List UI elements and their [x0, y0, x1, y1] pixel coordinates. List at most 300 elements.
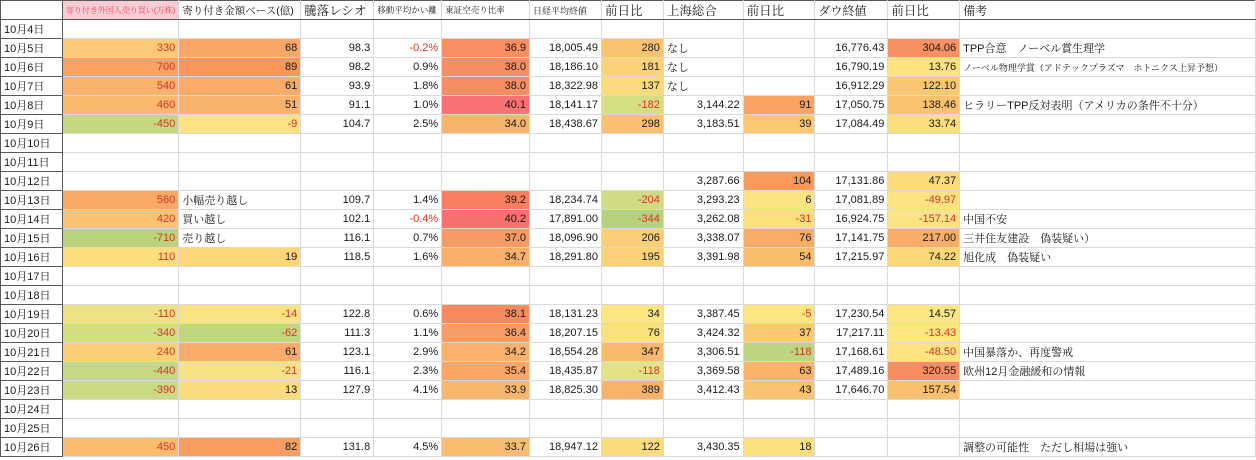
cell-e[interactable] — [374, 134, 442, 153]
date-cell[interactable]: 10月22日 — [1, 362, 63, 381]
cell-j[interactable] — [743, 400, 815, 419]
cell-c[interactable]: -14 — [179, 305, 301, 324]
cell-c[interactable]: 小幅売り越し — [179, 191, 301, 210]
cell-d[interactable] — [301, 419, 374, 438]
cell-m[interactable]: 旭化成 偽装疑い — [960, 248, 1256, 267]
cell-i[interactable] — [663, 286, 743, 305]
cell-l[interactable] — [888, 20, 960, 39]
cell-h[interactable]: 122 — [601, 438, 663, 457]
cell-c[interactable]: -21 — [179, 362, 301, 381]
cell-m[interactable]: 調整の可能性 ただし相場は強い — [960, 438, 1256, 457]
date-cell[interactable]: 10月26日 — [1, 438, 63, 457]
cell-c[interactable] — [179, 172, 301, 191]
cell-c[interactable]: 13 — [179, 381, 301, 400]
cell-h[interactable] — [601, 286, 663, 305]
cell-g[interactable]: 18,947.12 — [530, 438, 602, 457]
cell-l[interactable]: 138.46 — [888, 96, 960, 115]
cell-l[interactable]: 47.37 — [888, 172, 960, 191]
cell-b[interactable] — [62, 172, 178, 191]
cell-b[interactable] — [62, 134, 178, 153]
cell-d[interactable]: 122.8 — [301, 305, 374, 324]
header-nikkei-change[interactable]: 前日比 — [601, 1, 663, 20]
cell-i[interactable] — [663, 134, 743, 153]
cell-j[interactable]: 76 — [743, 229, 815, 248]
cell-k[interactable]: 16,776.43 — [815, 39, 888, 58]
header-shanghai-change[interactable]: 前日比 — [743, 1, 815, 20]
cell-k[interactable] — [815, 267, 888, 286]
header-remarks[interactable]: 備考 — [960, 1, 1256, 20]
cell-i[interactable] — [663, 419, 743, 438]
cell-d[interactable]: 116.1 — [301, 362, 374, 381]
cell-j[interactable]: -5 — [743, 305, 815, 324]
cell-h[interactable] — [601, 267, 663, 286]
cell-k[interactable]: 16,912.29 — [815, 77, 888, 96]
cell-l[interactable]: 320.55 — [888, 362, 960, 381]
cell-f[interactable]: 38.1 — [442, 305, 530, 324]
cell-j[interactable]: 6 — [743, 191, 815, 210]
cell-m[interactable] — [960, 305, 1256, 324]
cell-j[interactable]: 54 — [743, 248, 815, 267]
cell-m[interactable]: 三井住友建設 偽装疑い） — [960, 229, 1256, 248]
cell-j[interactable] — [743, 153, 815, 172]
date-cell[interactable]: 10月13日 — [1, 191, 63, 210]
cell-b[interactable]: 420 — [62, 210, 178, 229]
cell-i[interactable]: 3,387.45 — [663, 305, 743, 324]
cell-i[interactable]: 3,262.08 — [663, 210, 743, 229]
cell-b[interactable] — [62, 153, 178, 172]
cell-m[interactable] — [960, 115, 1256, 134]
cell-g[interactable]: 18,186.10 — [530, 58, 602, 77]
cell-h[interactable]: 206 — [601, 229, 663, 248]
cell-c[interactable] — [179, 153, 301, 172]
cell-l[interactable]: -157.14 — [888, 210, 960, 229]
cell-i[interactable]: 3,391.98 — [663, 248, 743, 267]
header-shanghai-composite[interactable]: 上海総合 — [663, 1, 743, 20]
cell-g[interactable]: 17,891.00 — [530, 210, 602, 229]
cell-b[interactable]: 450 — [62, 438, 178, 457]
date-cell[interactable]: 10月8日 — [1, 96, 63, 115]
cell-b[interactable]: -390 — [62, 381, 178, 400]
cell-k[interactable] — [815, 438, 888, 457]
cell-k[interactable]: 17,646.70 — [815, 381, 888, 400]
cell-i[interactable]: 3,293.23 — [663, 191, 743, 210]
cell-b[interactable]: 540 — [62, 77, 178, 96]
cell-e[interactable]: 2.9% — [374, 343, 442, 362]
cell-m[interactable]: 中国不安 — [960, 210, 1256, 229]
cell-l[interactable]: 217.00 — [888, 229, 960, 248]
cell-c[interactable]: 82 — [179, 438, 301, 457]
cell-m[interactable] — [960, 286, 1256, 305]
cell-l[interactable]: 74.22 — [888, 248, 960, 267]
cell-j[interactable] — [743, 267, 815, 286]
header-ma-divergence[interactable]: 移動平均かい離 — [374, 1, 442, 20]
cell-l[interactable] — [888, 134, 960, 153]
cell-k[interactable] — [815, 134, 888, 153]
cell-k[interactable]: 17,230.54 — [815, 305, 888, 324]
cell-e[interactable]: 0.7% — [374, 229, 442, 248]
cell-g[interactable]: 18,438.67 — [530, 115, 602, 134]
date-cell[interactable]: 10月20日 — [1, 324, 63, 343]
header-foreign-open-volume[interactable]: 寄り付き外国人売り買い(万株) — [62, 1, 178, 20]
cell-m[interactable] — [960, 381, 1256, 400]
cell-f[interactable] — [442, 286, 530, 305]
date-cell[interactable]: 10月6日 — [1, 58, 63, 77]
cell-l[interactable]: 13.76 — [888, 58, 960, 77]
cell-b[interactable]: -110 — [62, 305, 178, 324]
cell-g[interactable]: 18,291.80 — [530, 248, 602, 267]
cell-i[interactable] — [663, 267, 743, 286]
cell-h[interactable] — [601, 419, 663, 438]
date-cell[interactable]: 10月15日 — [1, 229, 63, 248]
date-cell[interactable]: 10月10日 — [1, 134, 63, 153]
cell-f[interactable]: 36.9 — [442, 39, 530, 58]
cell-b[interactable]: 110 — [62, 248, 178, 267]
cell-i[interactable]: 3,306.51 — [663, 343, 743, 362]
cell-c[interactable]: 19 — [179, 248, 301, 267]
cell-b[interactable]: -440 — [62, 362, 178, 381]
cell-c[interactable]: -62 — [179, 324, 301, 343]
cell-l[interactable] — [888, 419, 960, 438]
cell-d[interactable]: 111.3 — [301, 324, 374, 343]
date-cell[interactable]: 10月23日 — [1, 381, 63, 400]
cell-f[interactable] — [442, 419, 530, 438]
cell-l[interactable] — [888, 153, 960, 172]
cell-i[interactable]: 3,424.32 — [663, 324, 743, 343]
cell-m[interactable] — [960, 153, 1256, 172]
cell-m[interactable] — [960, 20, 1256, 39]
header-open-amount-base[interactable]: 寄り付き金額ベース(億) — [179, 1, 301, 20]
header-updown-ratio[interactable]: 騰落レシオ — [301, 1, 374, 20]
cell-m[interactable]: ヒラリーTPP反対表明（アメリカの条件不十分） — [960, 96, 1256, 115]
cell-d[interactable]: 104.7 — [301, 115, 374, 134]
cell-d[interactable]: 118.5 — [301, 248, 374, 267]
cell-d[interactable]: 98.3 — [301, 39, 374, 58]
cell-d[interactable] — [301, 20, 374, 39]
cell-d[interactable]: 131.8 — [301, 438, 374, 457]
cell-e[interactable]: 1.0% — [374, 96, 442, 115]
date-cell[interactable]: 10月25日 — [1, 419, 63, 438]
cell-f[interactable] — [442, 134, 530, 153]
cell-f[interactable]: 40.1 — [442, 96, 530, 115]
cell-e[interactable] — [374, 286, 442, 305]
cell-g[interactable] — [530, 286, 602, 305]
cell-i[interactable]: 3,430.35 — [663, 438, 743, 457]
cell-i[interactable]: 3,338.07 — [663, 229, 743, 248]
date-cell[interactable]: 10月4日 — [1, 20, 63, 39]
cell-j[interactable] — [743, 134, 815, 153]
cell-f[interactable]: 39.2 — [442, 191, 530, 210]
cell-k[interactable] — [815, 20, 888, 39]
cell-h[interactable] — [601, 20, 663, 39]
cell-d[interactable]: 123.1 — [301, 343, 374, 362]
cell-m[interactable]: 欧州12月金融緩和の情報 — [960, 362, 1256, 381]
cell-f[interactable]: 36.4 — [442, 324, 530, 343]
cell-g[interactable] — [530, 419, 602, 438]
cell-l[interactable]: 14.57 — [888, 305, 960, 324]
cell-h[interactable] — [601, 400, 663, 419]
cell-d[interactable]: 91.1 — [301, 96, 374, 115]
cell-d[interactable]: 116.1 — [301, 229, 374, 248]
header-short-selling-ratio[interactable]: 東証空売り比率 — [442, 1, 530, 20]
cell-f[interactable]: 34.2 — [442, 343, 530, 362]
date-cell[interactable]: 10月24日 — [1, 400, 63, 419]
cell-k[interactable]: 17,050.75 — [815, 96, 888, 115]
cell-g[interactable] — [530, 400, 602, 419]
cell-e[interactable]: 1.6% — [374, 248, 442, 267]
cell-b[interactable] — [62, 419, 178, 438]
cell-c[interactable] — [179, 286, 301, 305]
date-cell[interactable]: 10月19日 — [1, 305, 63, 324]
date-cell[interactable]: 10月16日 — [1, 248, 63, 267]
cell-l[interactable] — [888, 400, 960, 419]
cell-e[interactable]: 0.6% — [374, 305, 442, 324]
cell-f[interactable]: 33.7 — [442, 438, 530, 457]
cell-c[interactable]: 買い越し — [179, 210, 301, 229]
cell-j[interactable]: -118 — [743, 343, 815, 362]
cell-d[interactable]: 93.9 — [301, 77, 374, 96]
cell-d[interactable] — [301, 153, 374, 172]
cell-j[interactable] — [743, 20, 815, 39]
date-cell[interactable]: 10月12日 — [1, 172, 63, 191]
cell-c[interactable]: 売り越し — [179, 229, 301, 248]
cell-k[interactable]: 17,141.75 — [815, 229, 888, 248]
cell-c[interactable]: 68 — [179, 39, 301, 58]
cell-i[interactable]: 3,183.51 — [663, 115, 743, 134]
corner-header-cell[interactable] — [1, 1, 63, 20]
cell-h[interactable]: 195 — [601, 248, 663, 267]
cell-g[interactable]: 18,554.28 — [530, 343, 602, 362]
date-cell[interactable]: 10月17日 — [1, 267, 63, 286]
header-nikkei-close[interactable]: 日経平均終値 — [530, 1, 602, 20]
cell-b[interactable]: 460 — [62, 96, 178, 115]
cell-e[interactable] — [374, 153, 442, 172]
cell-e[interactable]: 1.1% — [374, 324, 442, 343]
date-cell[interactable]: 10月7日 — [1, 77, 63, 96]
cell-l[interactable]: 157.54 — [888, 381, 960, 400]
cell-e[interactable] — [374, 172, 442, 191]
cell-c[interactable]: 61 — [179, 343, 301, 362]
cell-l[interactable]: 304.06 — [888, 39, 960, 58]
cell-i[interactable]: なし — [663, 77, 743, 96]
cell-f[interactable] — [442, 267, 530, 286]
cell-b[interactable]: 700 — [62, 58, 178, 77]
cell-g[interactable] — [530, 134, 602, 153]
cell-e[interactable] — [374, 267, 442, 286]
cell-k[interactable] — [815, 419, 888, 438]
cell-j[interactable]: 39 — [743, 115, 815, 134]
date-cell[interactable]: 10月18日 — [1, 286, 63, 305]
cell-e[interactable] — [374, 419, 442, 438]
date-cell[interactable]: 10月5日 — [1, 39, 63, 58]
cell-e[interactable]: 4.5% — [374, 438, 442, 457]
cell-g[interactable] — [530, 153, 602, 172]
cell-k[interactable]: 17,217.11 — [815, 324, 888, 343]
cell-h[interactable] — [601, 134, 663, 153]
cell-h[interactable]: 298 — [601, 115, 663, 134]
cell-f[interactable] — [442, 172, 530, 191]
cell-i[interactable]: なし — [663, 58, 743, 77]
cell-g[interactable]: 18,825.30 — [530, 381, 602, 400]
cell-j[interactable]: 37 — [743, 324, 815, 343]
cell-m[interactable]: ノーベル物理学賞（アドテックプラズマ ホトニクス上昇予想） — [960, 58, 1256, 77]
cell-k[interactable] — [815, 400, 888, 419]
cell-g[interactable]: 18,435.87 — [530, 362, 602, 381]
cell-k[interactable]: 17,489.16 — [815, 362, 888, 381]
cell-g[interactable] — [530, 20, 602, 39]
cell-i[interactable]: 3,369.58 — [663, 362, 743, 381]
cell-b[interactable]: -340 — [62, 324, 178, 343]
cell-e[interactable]: 0.9% — [374, 58, 442, 77]
cell-j[interactable]: 63 — [743, 362, 815, 381]
cell-l[interactable]: -49.97 — [888, 191, 960, 210]
cell-f[interactable]: 37.0 — [442, 229, 530, 248]
cell-g[interactable]: 18,005.49 — [530, 39, 602, 58]
cell-k[interactable] — [815, 286, 888, 305]
cell-d[interactable] — [301, 400, 374, 419]
cell-f[interactable] — [442, 20, 530, 39]
cell-h[interactable]: 347 — [601, 343, 663, 362]
cell-g[interactable] — [530, 267, 602, 286]
cell-f[interactable]: 33.9 — [442, 381, 530, 400]
cell-f[interactable] — [442, 400, 530, 419]
cell-m[interactable] — [960, 172, 1256, 191]
cell-j[interactable] — [743, 39, 815, 58]
cell-h[interactable]: 76 — [601, 324, 663, 343]
cell-h[interactable]: 34 — [601, 305, 663, 324]
cell-j[interactable]: 91 — [743, 96, 815, 115]
cell-f[interactable]: 35.4 — [442, 362, 530, 381]
cell-i[interactable]: なし — [663, 39, 743, 58]
cell-k[interactable]: 17,168.61 — [815, 343, 888, 362]
cell-d[interactable]: 102.1 — [301, 210, 374, 229]
date-cell[interactable]: 10月14日 — [1, 210, 63, 229]
cell-k[interactable]: 16,924.75 — [815, 210, 888, 229]
cell-j[interactable]: 104 — [743, 172, 815, 191]
cell-b[interactable]: 330 — [62, 39, 178, 58]
cell-g[interactable]: 18,096.90 — [530, 229, 602, 248]
cell-e[interactable]: -0.4% — [374, 210, 442, 229]
cell-h[interactable]: -204 — [601, 191, 663, 210]
cell-c[interactable] — [179, 400, 301, 419]
cell-h[interactable] — [601, 153, 663, 172]
cell-e[interactable] — [374, 400, 442, 419]
cell-f[interactable]: 34.7 — [442, 248, 530, 267]
cell-b[interactable] — [62, 267, 178, 286]
header-dow-close[interactable]: ダウ終値 — [815, 1, 888, 20]
cell-e[interactable]: 1.4% — [374, 191, 442, 210]
cell-m[interactable] — [960, 77, 1256, 96]
cell-j[interactable]: -31 — [743, 210, 815, 229]
cell-m[interactable] — [960, 419, 1256, 438]
cell-g[interactable]: 18,207.15 — [530, 324, 602, 343]
cell-m[interactable] — [960, 134, 1256, 153]
cell-l[interactable]: -48.50 — [888, 343, 960, 362]
cell-h[interactable]: 181 — [601, 58, 663, 77]
cell-m[interactable]: 中国暴落か、再度警戒 — [960, 343, 1256, 362]
cell-c[interactable]: 61 — [179, 77, 301, 96]
cell-h[interactable] — [601, 172, 663, 191]
cell-m[interactable] — [960, 267, 1256, 286]
cell-l[interactable] — [888, 438, 960, 457]
date-cell[interactable]: 10月11日 — [1, 153, 63, 172]
date-cell[interactable]: 10月9日 — [1, 115, 63, 134]
cell-m[interactable]: TPP合意 ノーベル賞生理学 — [960, 39, 1256, 58]
cell-b[interactable]: -710 — [62, 229, 178, 248]
cell-f[interactable]: 40.2 — [442, 210, 530, 229]
cell-i[interactable] — [663, 20, 743, 39]
header-dow-change[interactable]: 前日比 — [888, 1, 960, 20]
cell-d[interactable] — [301, 286, 374, 305]
cell-d[interactable] — [301, 134, 374, 153]
cell-j[interactable]: 43 — [743, 381, 815, 400]
cell-j[interactable]: 18 — [743, 438, 815, 457]
cell-h[interactable]: -118 — [601, 362, 663, 381]
cell-c[interactable] — [179, 419, 301, 438]
cell-g[interactable]: 18,131.23 — [530, 305, 602, 324]
cell-c[interactable]: 51 — [179, 96, 301, 115]
cell-g[interactable]: 18,234.74 — [530, 191, 602, 210]
cell-l[interactable]: -13.43 — [888, 324, 960, 343]
cell-i[interactable] — [663, 400, 743, 419]
cell-c[interactable] — [179, 134, 301, 153]
cell-i[interactable]: 3,287.66 — [663, 172, 743, 191]
cell-f[interactable] — [442, 153, 530, 172]
cell-b[interactable]: -450 — [62, 115, 178, 134]
cell-i[interactable]: 3,412.43 — [663, 381, 743, 400]
cell-l[interactable] — [888, 267, 960, 286]
cell-c[interactable] — [179, 267, 301, 286]
cell-c[interactable]: 89 — [179, 58, 301, 77]
cell-g[interactable]: 18,322.98 — [530, 77, 602, 96]
cell-d[interactable] — [301, 267, 374, 286]
cell-j[interactable] — [743, 58, 815, 77]
cell-i[interactable] — [663, 153, 743, 172]
cell-b[interactable] — [62, 400, 178, 419]
cell-m[interactable] — [960, 400, 1256, 419]
cell-d[interactable]: 109.7 — [301, 191, 374, 210]
cell-i[interactable]: 3,144.22 — [663, 96, 743, 115]
cell-h[interactable]: 389 — [601, 381, 663, 400]
cell-l[interactable]: 33.74 — [888, 115, 960, 134]
cell-l[interactable]: 122.10 — [888, 77, 960, 96]
cell-c[interactable] — [179, 20, 301, 39]
cell-f[interactable]: 38.0 — [442, 58, 530, 77]
cell-d[interactable] — [301, 172, 374, 191]
cell-c[interactable]: -9 — [179, 115, 301, 134]
cell-h[interactable]: 137 — [601, 77, 663, 96]
cell-e[interactable]: 1.8% — [374, 77, 442, 96]
cell-d[interactable]: 98.2 — [301, 58, 374, 77]
cell-j[interactable] — [743, 419, 815, 438]
cell-k[interactable]: 17,081.89 — [815, 191, 888, 210]
cell-k[interactable]: 17,215.97 — [815, 248, 888, 267]
cell-m[interactable] — [960, 324, 1256, 343]
cell-b[interactable] — [62, 20, 178, 39]
cell-k[interactable] — [815, 153, 888, 172]
cell-g[interactable] — [530, 172, 602, 191]
cell-k[interactable]: 17,131.86 — [815, 172, 888, 191]
cell-d[interactable]: 127.9 — [301, 381, 374, 400]
cell-k[interactable]: 17,084.49 — [815, 115, 888, 134]
cell-m[interactable] — [960, 191, 1256, 210]
cell-j[interactable] — [743, 286, 815, 305]
cell-j[interactable] — [743, 77, 815, 96]
cell-f[interactable]: 38.0 — [442, 77, 530, 96]
cell-e[interactable]: 4.1% — [374, 381, 442, 400]
cell-f[interactable]: 34.0 — [442, 115, 530, 134]
cell-h[interactable]: -182 — [601, 96, 663, 115]
cell-l[interactable] — [888, 286, 960, 305]
